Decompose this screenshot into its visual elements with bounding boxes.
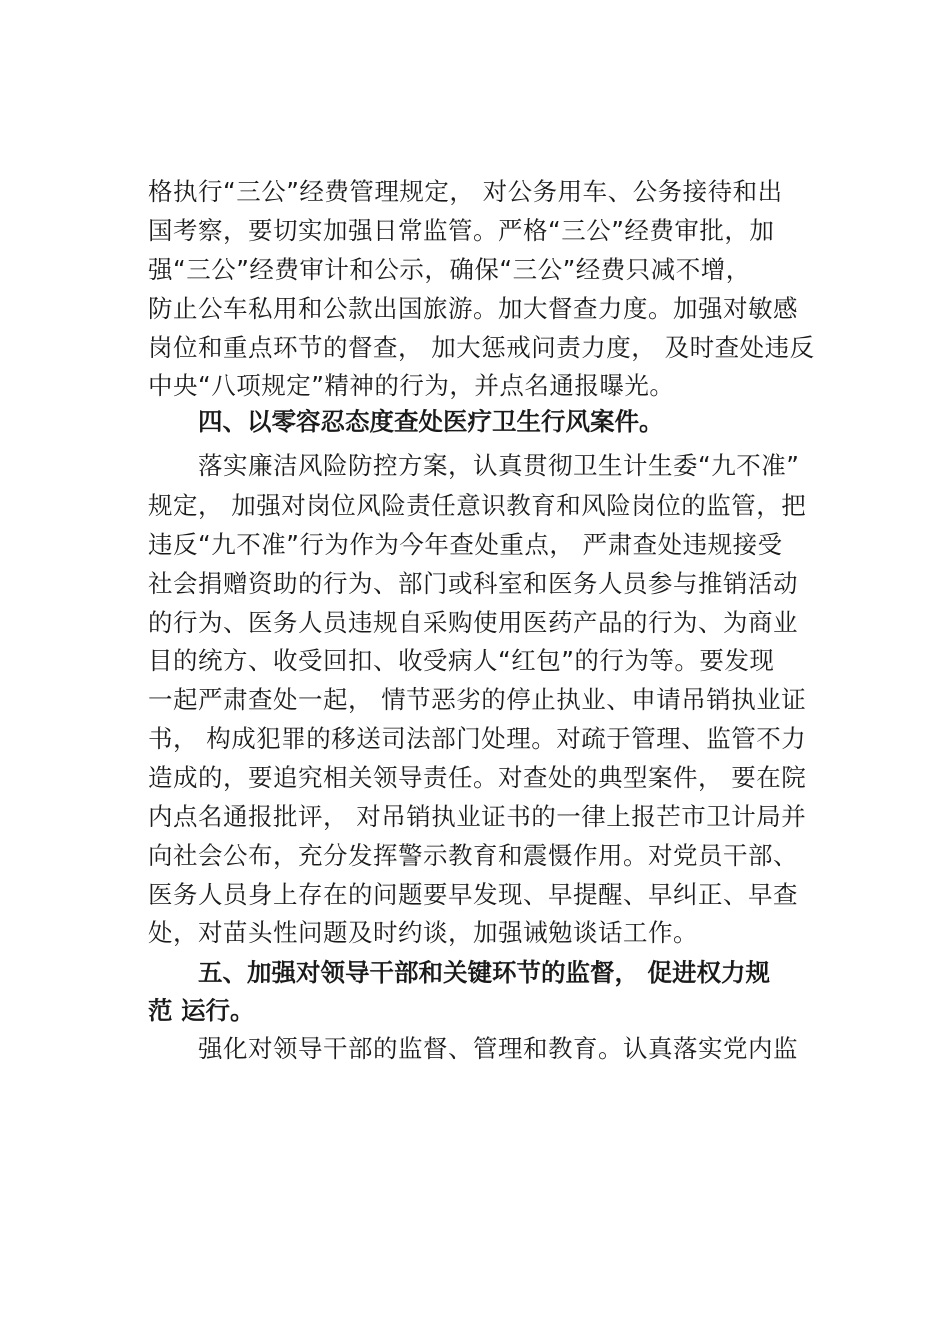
paragraph-1-line-3: 强“三公”经费审计和公示，确保“三公”经费只减不增， [148, 255, 751, 284]
paragraph-2-line-5: 的行为、医务人员违规自采购使用医药产品的行为、为商业 [148, 608, 798, 637]
paragraph-1-line-2: 国考察，要切实加强日常监管。严格“三公”经费审批，加 [148, 216, 775, 245]
paragraph-2-line-12: 医务人员身上存在的问题要早发现、早提醒、早纠正、早查 [148, 880, 798, 909]
paragraph-2-line-11: 向社会公布，充分发挥警示教育和震慑作用。对党员干部、 [148, 841, 798, 870]
paragraph-2-line-9: 造成的，要追究相关领导责任。对查处的典型案件， 要在院 [148, 763, 807, 792]
paragraph-2-line-8: 书， 构成犯罪的移送司法部门处理。对疏于管理、监管不力 [148, 724, 807, 753]
paragraph-1-line-1: 格执行“三公”经费管理规定， 对公务用车、公务接待和出 [148, 177, 783, 206]
paragraph-2-line-7: 一起严肃查处一起， 情节恶劣的停止执业、申请吊销执业证 [148, 685, 807, 714]
paragraph-2-line-4: 社会捐赠资助的行为、部门或科室和医务人员参与推销活动 [148, 569, 798, 598]
paragraph-2-line-13: 处，对苗头性问题及时约谈，加强诫勉谈话工作。 [148, 918, 698, 947]
paragraph-1-line-6: 中央“八项规定”精神的行为，并点名通报曝光。 [148, 371, 675, 400]
paragraph-1-line-4: 防止公车私用和公款出国旅游。加大督查力度。加强对敏感 [148, 294, 798, 323]
paragraph-2-line-2: 规定， 加强对岗位风险责任意识教育和风险岗位的监管，把 [148, 491, 807, 520]
paragraph-2-line-3: 违反“九不准”行为作为今年查处重点， 严肃查处违规接受 [148, 530, 783, 559]
section-4-heading: 四、以零容忍态度查处医疗卫生行风案件。 [198, 407, 664, 436]
section-5-heading-line-1: 五、加强对领导干部和关键环节的监督， 促进权力规 [198, 958, 771, 987]
paragraph-1-line-5: 岗位和重点环节的督查， 加大惩戒问责力度， 及时查处违反 [148, 333, 815, 362]
paragraph-3-line-1: 强化对领导干部的监督、管理和教育。认真落实党内监 [198, 1034, 798, 1063]
paragraph-2-line-1: 落实廉洁风险防控方案，认真贯彻卫生计生委“九不准” [198, 451, 800, 480]
section-5-heading-line-2: 范 运行。 [148, 996, 255, 1025]
paragraph-2-line-6: 目的统方、收受回扣、收受病人“红包”的行为等。要发现 [148, 646, 775, 675]
paragraph-2-line-10: 内点名通报批评， 对吊销执业证书的一律上报芒市卫计局并 [148, 802, 807, 831]
